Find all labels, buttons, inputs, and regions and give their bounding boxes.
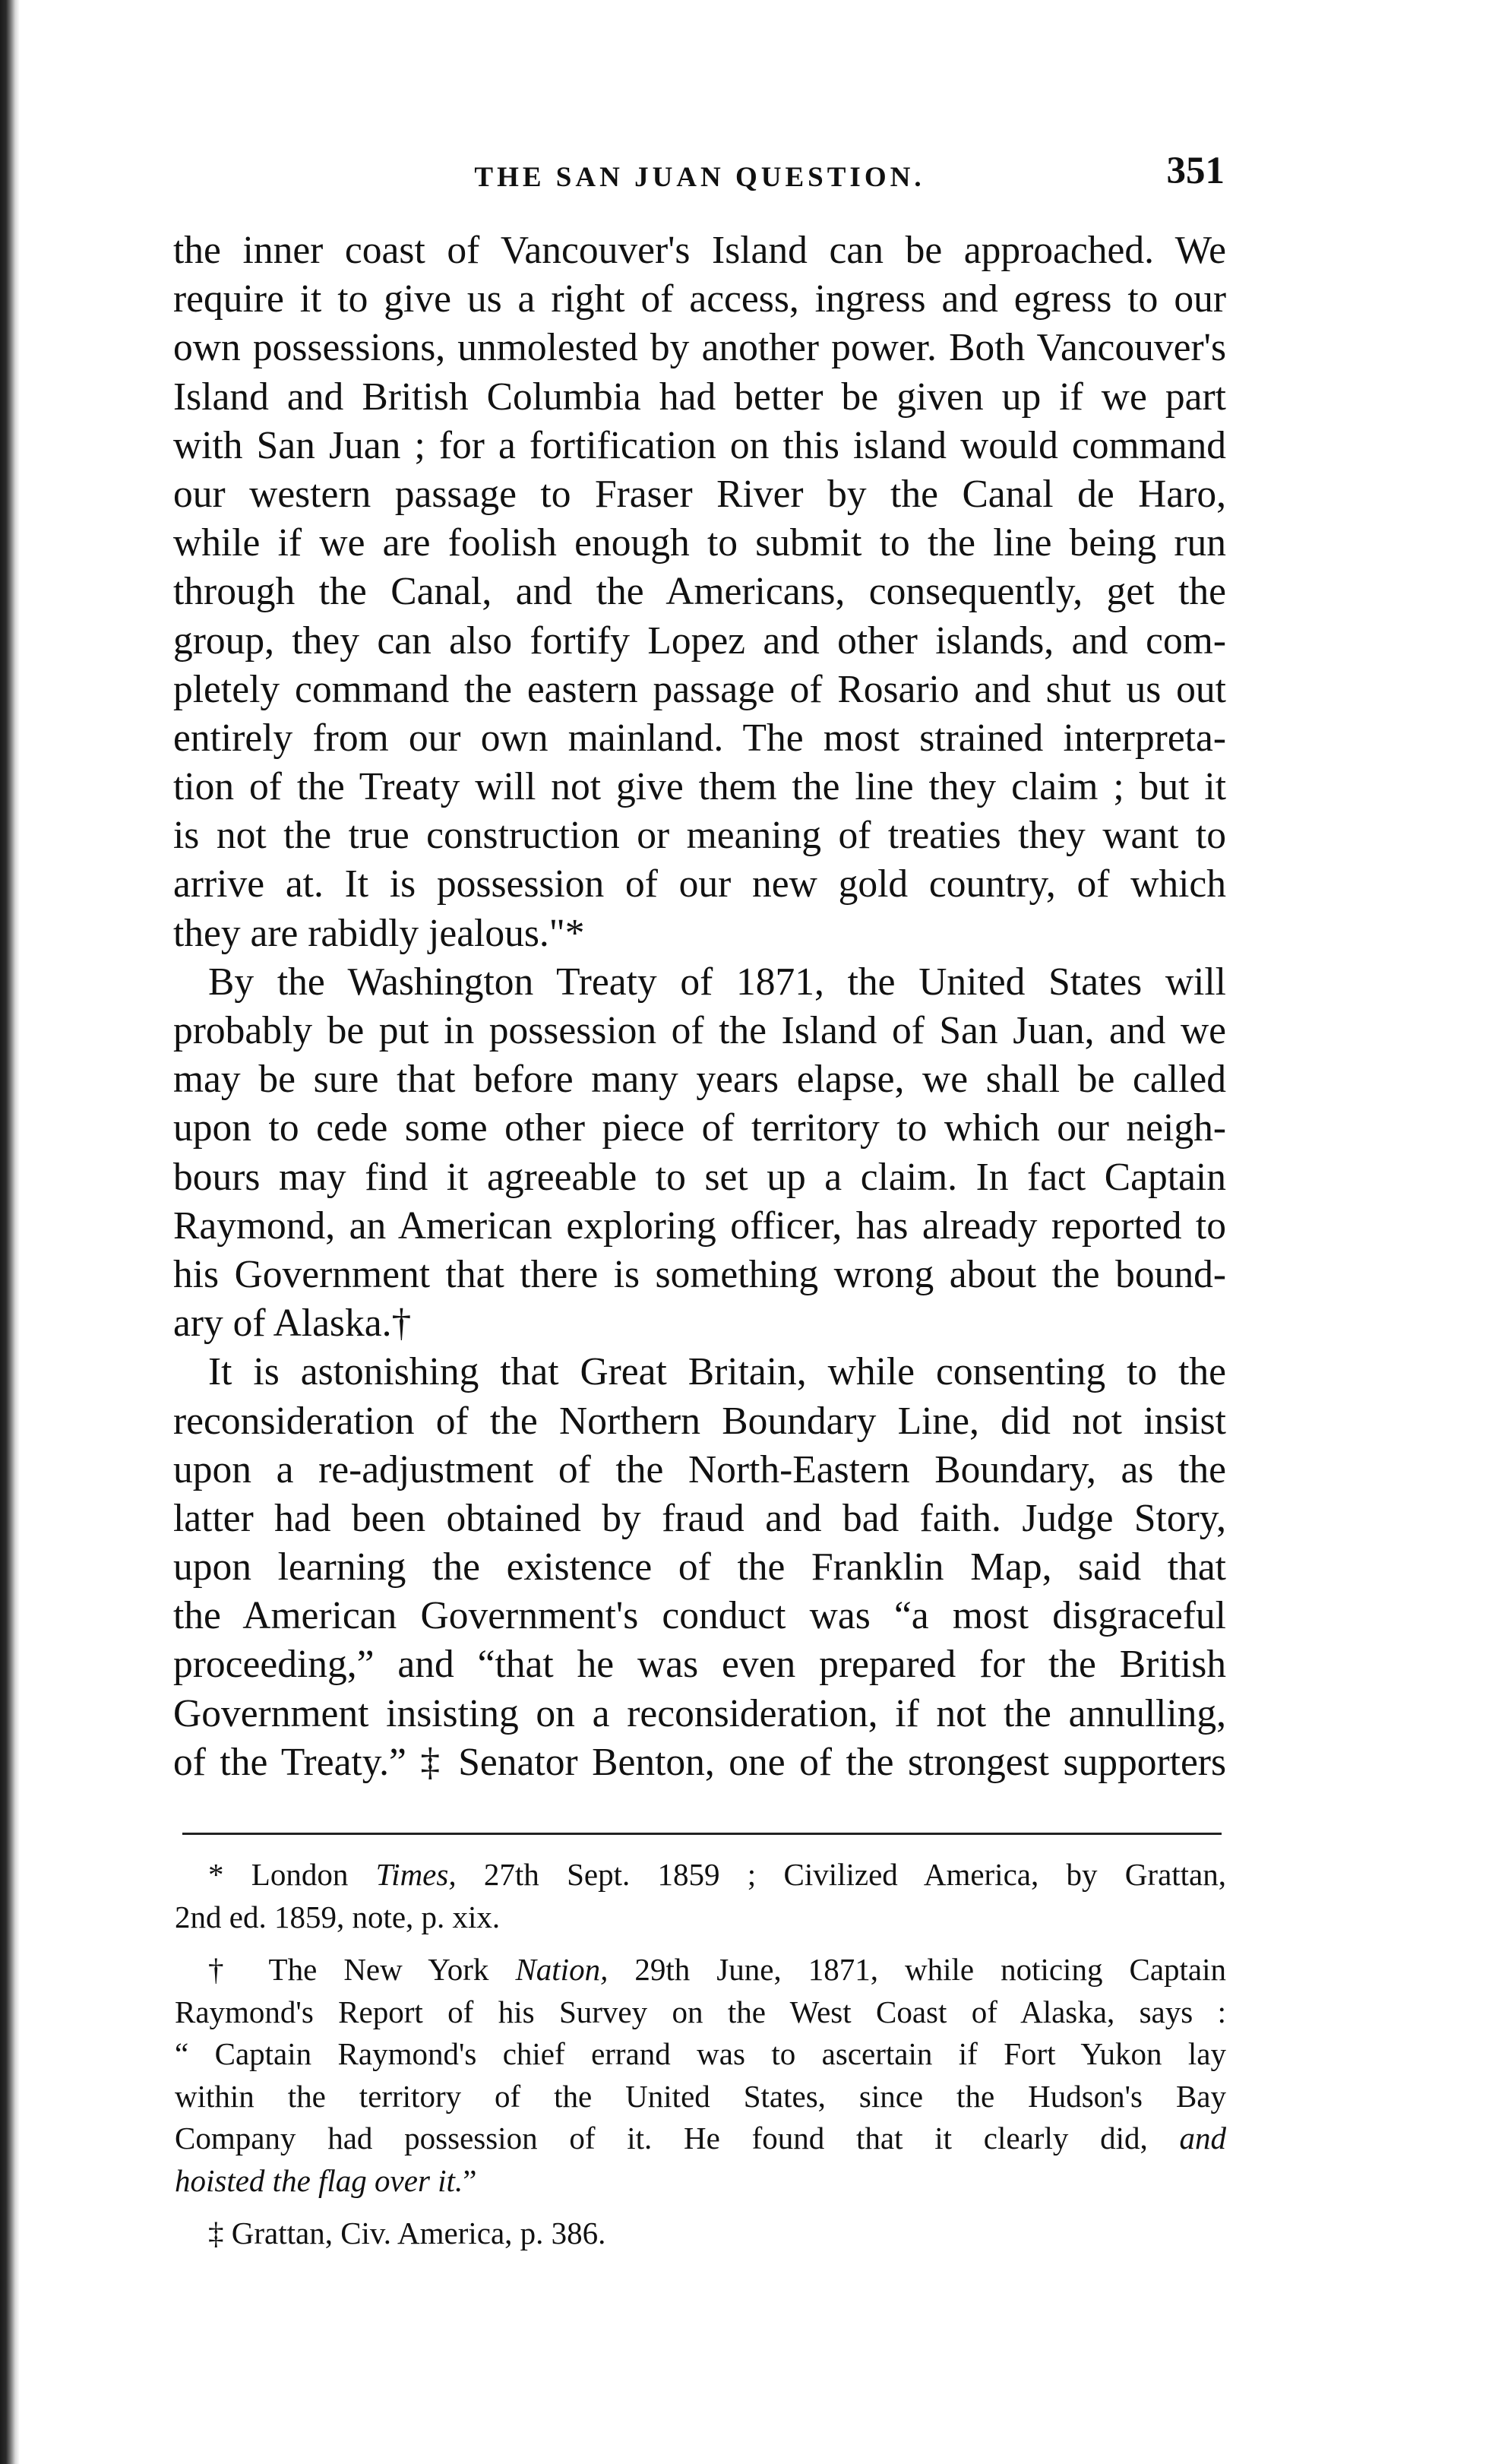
text-line: through the Canal, and the Americans, consequently, get the — [173, 570, 1226, 614]
footnote-rule — [182, 1833, 1222, 1835]
footnote-2 — [175, 1949, 1226, 2202]
text-line: proceeding,” and “that he was even prepared for the British — [173, 1643, 1226, 1687]
text-line: our western passage to Fraser River by the Canal de Haro, — [173, 472, 1226, 516]
text-line: latter had been obtained by fraud and bad faith. Judge Story, — [173, 1496, 1226, 1540]
main-text — [173, 226, 1226, 1787]
text-line: the American Government's conduct was “a most disgraceful — [173, 1594, 1226, 1638]
text-line: bours may find it agreeable to set up a claim. In fact Captain — [173, 1155, 1226, 1199]
text-line: ary of Alaska.† — [173, 1302, 412, 1346]
text-line: Government insisting on a reconsideration, if not the annulling, — [173, 1691, 1226, 1735]
footnote-line: “ Captain Raymond's chief errand was to ascertain if Fort Yukon lay — [175, 2036, 1226, 2071]
text-line: tion of the Treaty will not give them the line they claim ; but it — [173, 765, 1226, 809]
running-head: THE SAN JUAN QUESTION. — [474, 162, 925, 193]
footnote-line — [175, 1854, 1226, 1896]
footnote-1 — [175, 1854, 1226, 1938]
text-line: It is astonishing that Great Britain, while consenting to the — [208, 1350, 1226, 1394]
text-line: upon a re-adjustment of the North-Eastern Boundary, as the — [173, 1447, 1226, 1491]
text-line: of the Treaty.” ‡ Senator Benton, one of the strongest supporters — [173, 1740, 1226, 1784]
text-line: own possessions, unmolested by another power. Both Vancouver's — [173, 326, 1226, 370]
footnote-line — [175, 1949, 1226, 1991]
footnote-line: within the territory of the United States, since the Hudson's Bay — [175, 2078, 1226, 2114]
footnote-italic: Nation, — [515, 1952, 609, 1987]
footnote-text: 27th Sept. 1859 ; Civilized America, by Grattan, — [456, 1857, 1227, 1892]
text-line: pletely command the eastern passage of Rosario and shut us out — [173, 667, 1226, 711]
text-line: entirely from our own mainland. The most strained interpreta- — [173, 716, 1226, 760]
footnote-italic: and — [1179, 2121, 1226, 2156]
footnote-line: 2nd ed. 1859, note, p. xix. — [175, 1899, 501, 1934]
text-line: probably be put in possession of the Island of San Juan, and we — [173, 1009, 1226, 1052]
footnote-text: † The New York — [208, 1952, 516, 1987]
text-line: upon learning the existence of the Franklin Map, said that — [173, 1545, 1226, 1589]
text-line: Island and British Columbia had better be given up if we part — [173, 375, 1226, 419]
footnote-3 — [175, 2213, 1226, 2255]
text-line: arrive at. It is possession of our new gold country, of which — [173, 862, 1226, 906]
page-binding-edge — [0, 0, 20, 2464]
text-line: group, they can also fortify Lopez and other islands, and com- — [173, 618, 1226, 663]
text-line: they are rabidly jealous."* — [173, 911, 585, 955]
text-line: reconsideration of the Northern Boundary Line, did not insist — [173, 1399, 1226, 1443]
text-line: is not the true construction or meaning of treaties they want to — [173, 814, 1226, 858]
text-line: By the Washington Treaty of 1871, the United States will — [208, 960, 1226, 1004]
footnote-text: Company had possession of it. He found that it clearly did, — [175, 2121, 1180, 2156]
text-line: while if we are foolish enough to submit to the line being run — [173, 521, 1226, 565]
text-line: require it to give us a right of access, ingress and egress to our — [173, 277, 1226, 321]
footnote-text: 29th June, 1871, while noticing Captain — [608, 1952, 1227, 1987]
footnote-line — [175, 2160, 1226, 2203]
text-line: the inner coast of Vancouver's Island can be approached. We — [173, 229, 1226, 272]
footnote-line: ‡ Grattan, Civ. America, p. 386. — [208, 2216, 606, 2250]
footnote-italic: Times, — [375, 1857, 457, 1892]
footnote-line: Raymond's Report of his Survey on the West Coast of Alaska, says : — [175, 1994, 1226, 2029]
text-line: may be sure that before many years elapse, we shall be called — [173, 1058, 1226, 1102]
text-line: his Government that there is something wrong about the bound- — [173, 1252, 1226, 1296]
footnotes — [175, 1854, 1226, 2255]
footnote-text: ” — [463, 2162, 477, 2198]
footnote-line — [175, 2118, 1226, 2160]
page-number: 351 — [1166, 150, 1225, 192]
text-line: with San Juan ; for a fortification on this island would command — [173, 423, 1226, 467]
text-line: Raymond, an American exploring officer, has already reported to — [173, 1204, 1226, 1248]
text-line: upon to cede some other piece of territory to which our neigh- — [173, 1106, 1226, 1150]
page-header — [175, 138, 1225, 207]
footnote-text: * London — [208, 1857, 376, 1892]
footnote-italic: hoisted the flag over it. — [175, 2162, 463, 2198]
